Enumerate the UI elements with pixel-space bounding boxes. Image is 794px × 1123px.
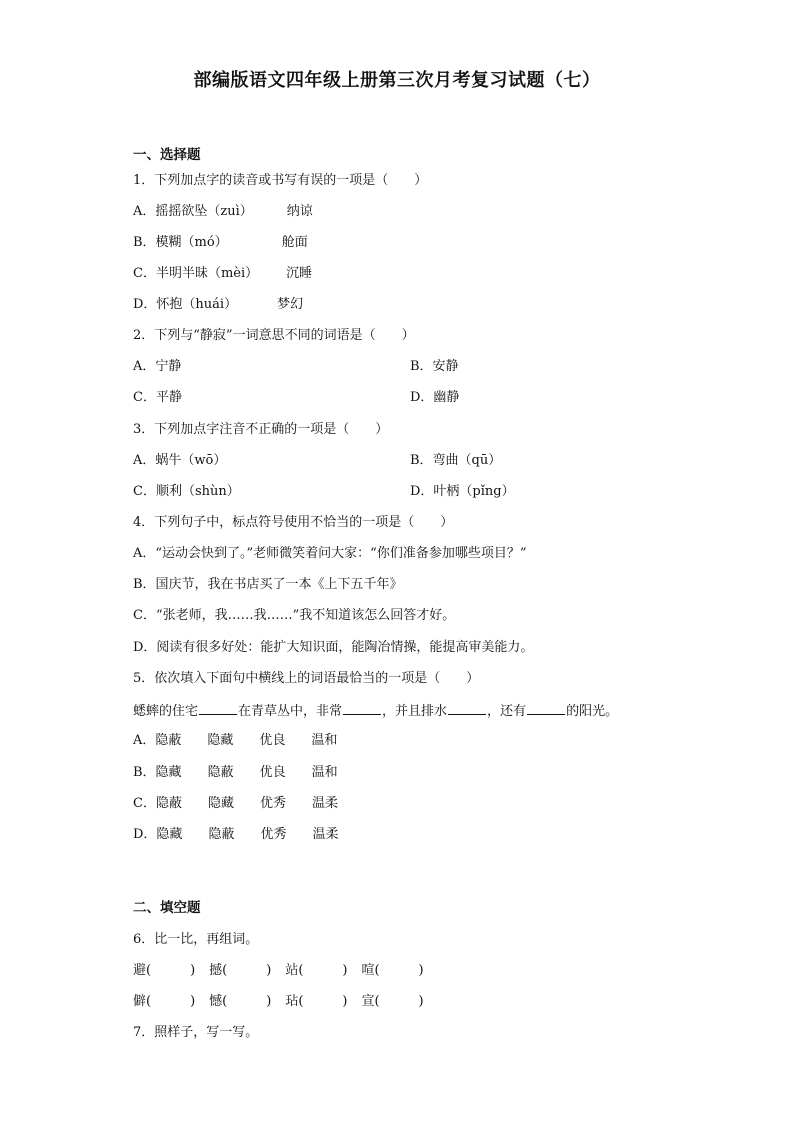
question-5-sentence: 蟋蟀的住宅 在青草丛中，非常 ，并且排水 ，还有 的阳光。 <box>133 700 618 722</box>
word-group-field[interactable]: 僻( ) <box>133 994 196 1009</box>
question-1-option-a: A．摇摇欲坠（zuì） 纳谅 <box>133 204 313 219</box>
question-2-option-b: B．安静 <box>410 359 459 374</box>
question-6-stem: 6．比一比，再组词。 <box>133 932 259 947</box>
question-4-option-c: C．“张老师，我……我……”我不知道该怎么回答才好。 <box>133 608 456 623</box>
question-1-option-d: D．怀抱（huái） 梦幻 <box>133 297 304 312</box>
question-1-stem: 1．下列加点字的读音或书写有误的一项是（ ） <box>133 173 428 188</box>
word-group-field[interactable]: 憾( ) <box>209 994 272 1009</box>
word-group-field[interactable]: 撼( ) <box>209 963 272 978</box>
fill-blank[interactable] <box>448 700 486 715</box>
question-3-option-c: C．顺利（shùn） <box>133 484 240 499</box>
section-heading-choice: 一、选择题 <box>133 147 201 163</box>
question-5-option-c: C．隐蔽 隐藏 优秀 温柔 <box>133 796 338 811</box>
question-5-option-b: B．隐藏 隐蔽 优良 温和 <box>133 765 338 780</box>
fill-blank[interactable] <box>527 700 565 715</box>
question-4-option-d: D．阅读有很多好处：能扩大知识面，能陶冶情操，能提高审美能力。 <box>133 640 534 655</box>
question-4-option-a: A．“运动会快到了。”老师微笑着问大家：“你们准备参加哪些项目？” <box>133 546 527 561</box>
question-2-option-a: A．宁静 <box>133 359 182 374</box>
question-6-row-2 <box>133 992 424 1012</box>
question-6-row-1 <box>133 961 424 981</box>
question-5-stem: 5．依次填入下面句中横线上的词语最恰当的一项是（ ） <box>133 671 480 686</box>
section-heading-fill: 二、填空题 <box>133 900 201 916</box>
question-3-stem: 3．下列加点字注音不正确的一项是（ ） <box>133 422 389 437</box>
word-group-field[interactable]: 宣( ) <box>361 994 424 1009</box>
question-3-option-b: B．弯曲（qū） <box>410 453 502 468</box>
question-4-stem: 4．下列句子中，标点符号使用不恰当的一项是（ ） <box>133 515 454 530</box>
word-group-field[interactable]: 站( ) <box>285 963 348 978</box>
fill-blank[interactable] <box>343 700 381 715</box>
word-group-field[interactable]: 喧( ) <box>361 963 424 978</box>
question-1-option-c: C．半明半昧（mèi） 沉睡 <box>133 266 313 281</box>
question-3-option-d: D．叶柄（pǐng） <box>410 484 515 499</box>
page-title: 部编版语文四年级上册第三次月考复习试题（七） <box>193 70 601 91</box>
fill-blank[interactable] <box>199 700 237 715</box>
question-5-option-d: D．隐藏 隐蔽 优秀 温柔 <box>133 827 339 842</box>
question-2-option-d: D．幽静 <box>410 390 460 405</box>
question-4-option-b: B．国庆节，我在书店买了一本《上下五千年》 <box>133 577 403 592</box>
question-3-option-a: A．蜗牛（wō） <box>133 453 227 468</box>
word-group-field[interactable]: 玷( ) <box>285 994 348 1009</box>
question-1-option-b: B．模糊（mó） 舱面 <box>133 235 308 250</box>
question-5-option-a: A．隐蔽 隐藏 优良 温和 <box>133 733 338 748</box>
question-7-stem: 7．照样子，写一写。 <box>133 1025 259 1040</box>
question-2-option-c: C．平静 <box>133 390 182 405</box>
word-group-field[interactable]: 避( ) <box>133 963 196 978</box>
question-2-stem: 2．下列与“静寂”一词意思不同的词语是（ ） <box>133 328 415 343</box>
